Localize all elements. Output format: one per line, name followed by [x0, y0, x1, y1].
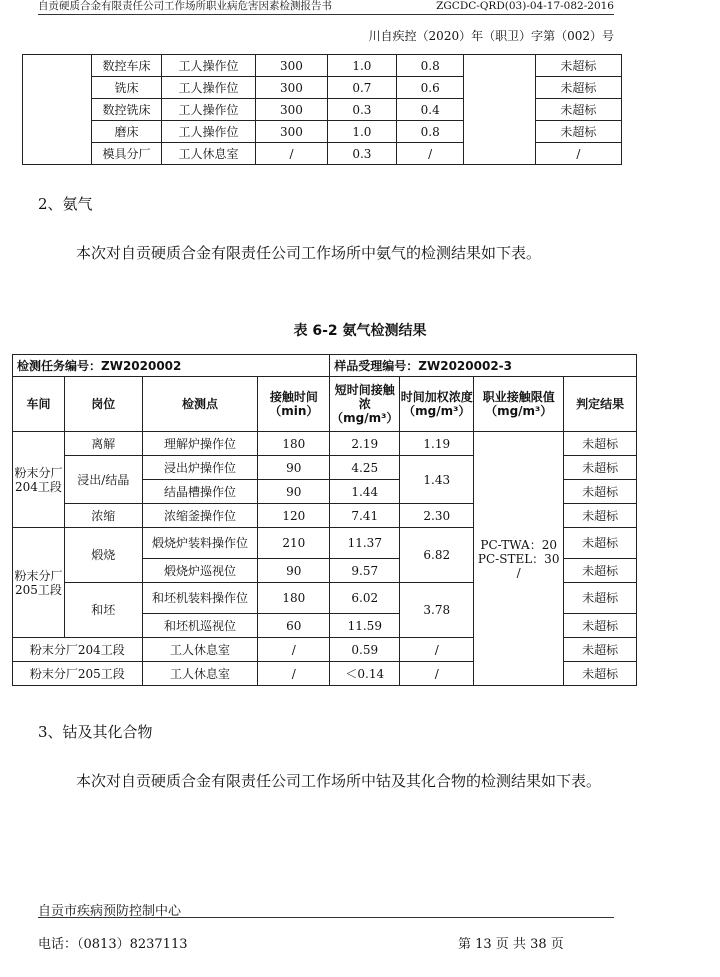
table-cell: 未超标 [564, 559, 637, 583]
table-cell: 结晶槽操作位 [142, 480, 258, 504]
table-cell: 和坯机巡视位 [142, 614, 258, 638]
table-cell: 0.8 [397, 55, 464, 77]
table-cell: 0.3 [327, 99, 396, 121]
table-cell: 0.7 [327, 77, 396, 99]
table-cell: / [535, 143, 621, 165]
task-number: 检测任务编号：ZW2020002 [13, 355, 330, 377]
table-cell: 未超标 [535, 55, 621, 77]
table-cell: 90 [258, 456, 330, 480]
paragraph-text: 本次对自贡硬质合金有限责任公司工作场所中氨气的检测结果如下表。 [76, 244, 542, 262]
table-cell: 未超标 [564, 480, 637, 504]
table-cell: 60 [258, 614, 330, 638]
post-cell: 离解 [64, 432, 142, 456]
table-cell: 和坯机装料操作位 [142, 583, 258, 614]
table-row [13, 432, 637, 456]
continued-results-table [22, 54, 622, 165]
table-cell: 未超标 [564, 638, 637, 662]
footer-organization: 自贡市疾病预防控制中心 [38, 904, 182, 919]
table-cell: 210 [258, 528, 330, 559]
post-cell: 和坯 [64, 583, 142, 638]
workshop-cell: 粉末分厂205工段 [13, 662, 143, 686]
table-cell: 7.41 [330, 504, 400, 528]
table-cell: 300 [256, 55, 327, 77]
table-cell: 1.0 [327, 121, 396, 143]
table-cell: 未超标 [564, 456, 637, 480]
header-workshop: 车间 [13, 377, 65, 432]
section-heading: 2、氨气 [38, 195, 93, 213]
table-cell: ＜0.14 [330, 662, 400, 686]
paragraph-text: 本次对自贡硬质合金有限责任公司工作场所中钴及其化合物的检测结果如下表。 [76, 772, 602, 790]
table-cell: 11.59 [330, 614, 400, 638]
table-cell: 未超标 [535, 99, 621, 121]
table-cell: 铣床 [92, 77, 161, 99]
table-cell: 模具分厂 [92, 143, 161, 165]
table-cell: / [397, 143, 464, 165]
header-twa: 时间加权浓度（mg/m³） [400, 377, 474, 432]
table-cell: 未超标 [564, 528, 637, 559]
table-cell: 磨床 [92, 121, 161, 143]
table-cell: 0.59 [330, 638, 400, 662]
table-cell: 浸出炉操作位 [142, 456, 258, 480]
header-result: 判定结果 [564, 377, 637, 432]
sample-number: 样品受理编号：ZW2020002-3 [330, 355, 637, 377]
table-cell: 180 [258, 432, 330, 456]
table-cell: / [258, 662, 330, 686]
header-point: 检测点 [142, 377, 258, 432]
table-cell: 数控铣床 [92, 99, 161, 121]
report-title: 自贡硬质合金有限责任公司工作场所职业病危害因素检测报告书 [38, 0, 332, 12]
table-cell: 300 [256, 121, 327, 143]
header-time: 接触时间（min） [258, 377, 330, 432]
header-post: 岗位 [64, 377, 142, 432]
table-cell [464, 55, 535, 165]
table-cell: 300 [256, 77, 327, 99]
table-cell: 未超标 [564, 614, 637, 638]
table-cell: 300 [256, 99, 327, 121]
table-cell: 3.78 [400, 583, 474, 638]
workshop-cell: 粉末分厂205工段 [13, 528, 65, 638]
table-cell: 浓缩釜操作位 [142, 504, 258, 528]
table-cell: 2.19 [330, 432, 400, 456]
document-reference: 川自疾控（2020）年（职卫）字第（002）号 [368, 29, 614, 43]
table-cell: 6.02 [330, 583, 400, 614]
page-header [38, 0, 614, 15]
table-header-row [13, 377, 637, 432]
table-cell: 120 [258, 504, 330, 528]
table-cell: / [258, 638, 330, 662]
table-cell: 1.0 [327, 55, 396, 77]
table-cell: 未超标 [564, 662, 637, 686]
table-cell: 工人操作位 [161, 55, 256, 77]
ammonia-results-table [12, 354, 637, 686]
table-cell: 煅烧炉巡视位 [142, 559, 258, 583]
table-cell: 未超标 [564, 583, 637, 614]
table-cell: 90 [258, 559, 330, 583]
table-cell: 0.8 [397, 121, 464, 143]
table-cell: 工人休息室 [142, 638, 258, 662]
post-cell: 煅烧 [64, 528, 142, 583]
table-cell: 煅烧炉装料操作位 [142, 528, 258, 559]
table-cell: 未超标 [535, 121, 621, 143]
table-cell: 未超标 [535, 77, 621, 99]
table-cell: 90 [258, 480, 330, 504]
table-cell: 工人操作位 [161, 77, 256, 99]
section-paragraph [38, 238, 638, 269]
table-row [13, 355, 637, 377]
table-cell: 2.30 [400, 504, 474, 528]
table-cell: 1.19 [400, 432, 474, 456]
table-cell: 9.57 [330, 559, 400, 583]
report-code: ZGCDC-QRD(03)-04-17-082-2016 [436, 0, 614, 12]
table-row [23, 55, 622, 77]
table-cell: 1.44 [330, 480, 400, 504]
table-cell: 0.6 [397, 77, 464, 99]
table-cell: 6.82 [400, 528, 474, 583]
table-cell: 数控车床 [92, 55, 161, 77]
table-cell: / [400, 638, 474, 662]
table-caption: 表 6-2 氨气检测结果 [293, 323, 427, 339]
table-cell: 工人操作位 [161, 121, 256, 143]
table-cell: 0.3 [327, 143, 396, 165]
table-cell: 11.37 [330, 528, 400, 559]
header-oel: 职业接触限值（mg/m³） [474, 377, 564, 432]
post-cell: 浸出/结晶 [64, 456, 142, 504]
header-stel: 短时间接触浓（mg/m³） [330, 377, 400, 432]
table-cell: / [400, 662, 474, 686]
table-cell: 4.25 [330, 456, 400, 480]
table-cell: 未超标 [564, 504, 637, 528]
workshop-cell: 粉末分厂204工段 [13, 432, 65, 528]
table-cell: 工人休息室 [161, 143, 256, 165]
table-cell: 180 [258, 583, 330, 614]
table-cell: 工人休息室 [142, 662, 258, 686]
footer-divider [38, 917, 614, 918]
table-cell: 理解炉操作位 [142, 432, 258, 456]
table-cell: / [256, 143, 327, 165]
workshop-cell: 粉末分厂204工段 [13, 638, 143, 662]
footer-telephone: 电话：（0813）8237113 [38, 937, 188, 952]
table-cell: 未超标 [564, 432, 637, 456]
table-cell [23, 55, 92, 165]
table-cell: 0.4 [397, 99, 464, 121]
post-cell: 浓缩 [64, 504, 142, 528]
table-cell: 工人操作位 [161, 99, 256, 121]
page-number: 第 13 页 共 38 页 [458, 937, 564, 952]
section-heading: 3、钴及其化合物 [38, 723, 153, 741]
oel-cell: PC-TWA：20 PC-STEL：30 / [474, 432, 564, 686]
table-cell: 1.43 [400, 456, 474, 504]
section-paragraph [38, 766, 638, 797]
